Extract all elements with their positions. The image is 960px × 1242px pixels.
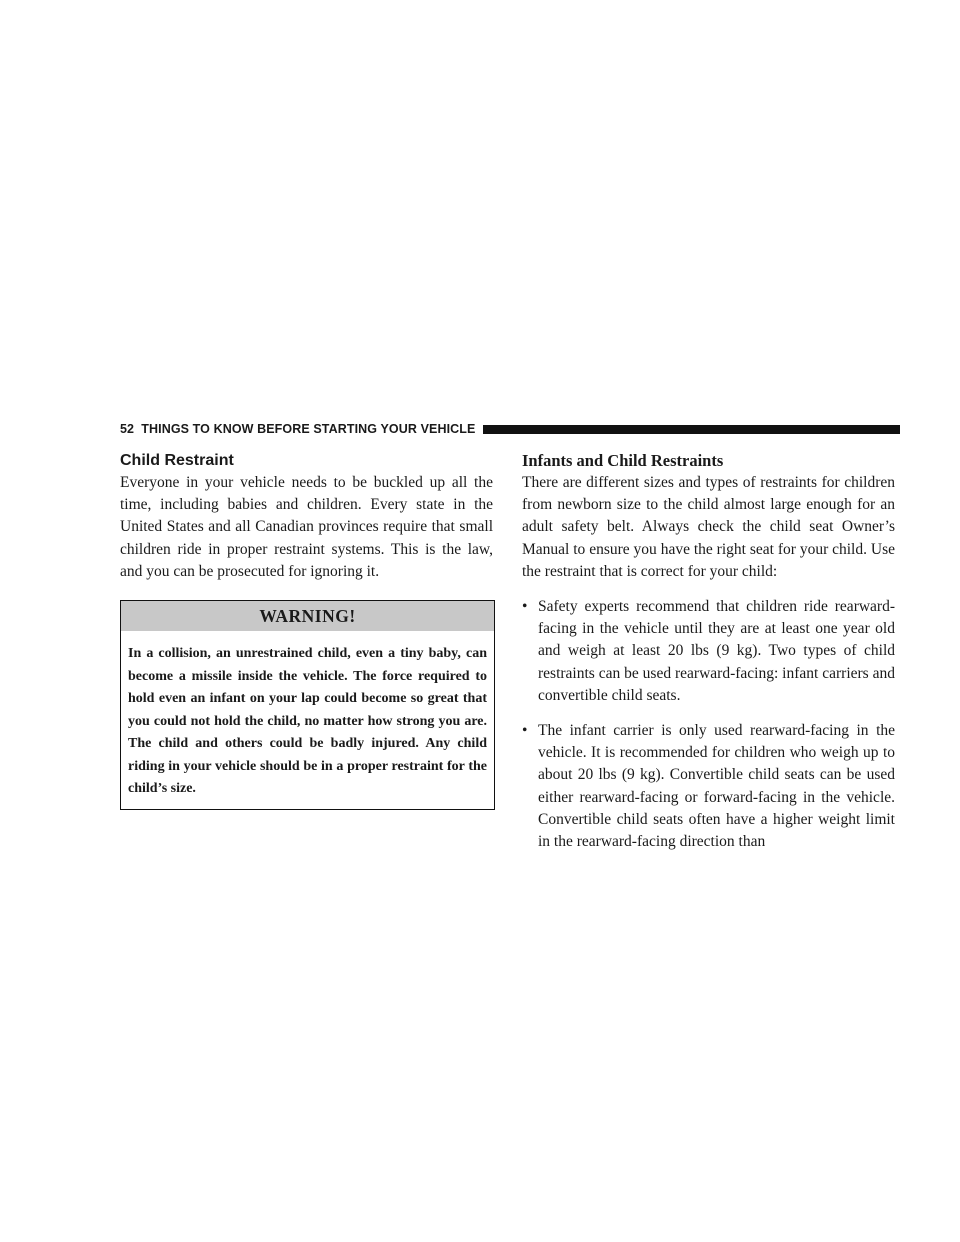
bullet-list	[522, 596, 895, 853]
bullet-icon: •	[522, 722, 528, 740]
page-header	[120, 420, 900, 438]
warning-body: In a collision, an unrestrained child, even a tiny baby, can become a missile inside the vehicle. The force required to hold even an infant on your lap could become so great that you could not hold the child, no matter how strong you are. The child and others could be badly injured. Any child riding in your vehicle should be in a proper restraint for the child’s size.	[128, 646, 487, 797]
infants-heading: Infants and Child Restraints	[522, 451, 724, 470]
infants-paragraph: There are different sizes and types of restraints for children from newborn size to the child almost large enough for an adult safety belt. Always check the child seat Owner’s Manual to ensure you have the right seat for your child. Use the restraint that is correct for your child:	[522, 474, 895, 580]
page-number: 52	[120, 422, 135, 436]
bullet-icon: •	[522, 598, 528, 616]
right-column	[522, 450, 895, 866]
section-title: THINGS TO KNOW BEFORE STARTING YOUR VEHICLE	[141, 422, 476, 436]
list-item-text: Safety experts recommend that children ride rearward-facing in the vehicle until they are at least one year old and weigh at least 20 lbs (9 kg). Two types of child restraints can be used rearward-facing: infant carriers and convertible child seats.	[538, 598, 895, 704]
warning-title: WARNING!	[121, 601, 494, 631]
list-item-text: The infant carrier is only used rearward-facing in the vehicle. It is recommended for children who weigh up to about 20 lbs (9 kg). Convertible child seats can be used either rearward-facing or forward-facing in the vehicle. Convertible child seats often have a higher weight limit in the rearward-facing direction than	[538, 722, 895, 851]
page-header-text	[120, 422, 475, 436]
header-rule-bar	[483, 425, 900, 434]
child-restraint-paragraph: Everyone in your vehicle needs to be buckled up all the time, including babies and children. Every state in the United States and all Canadian provinces require that small children ride in proper restraint systems. This is the law, and you can be prosecuted for ignoring it.	[120, 474, 493, 580]
warning-box	[120, 600, 495, 810]
left-column	[120, 450, 493, 810]
child-restraint-heading: Child Restraint	[120, 452, 234, 469]
list-item	[522, 596, 895, 707]
list-item	[522, 720, 895, 853]
